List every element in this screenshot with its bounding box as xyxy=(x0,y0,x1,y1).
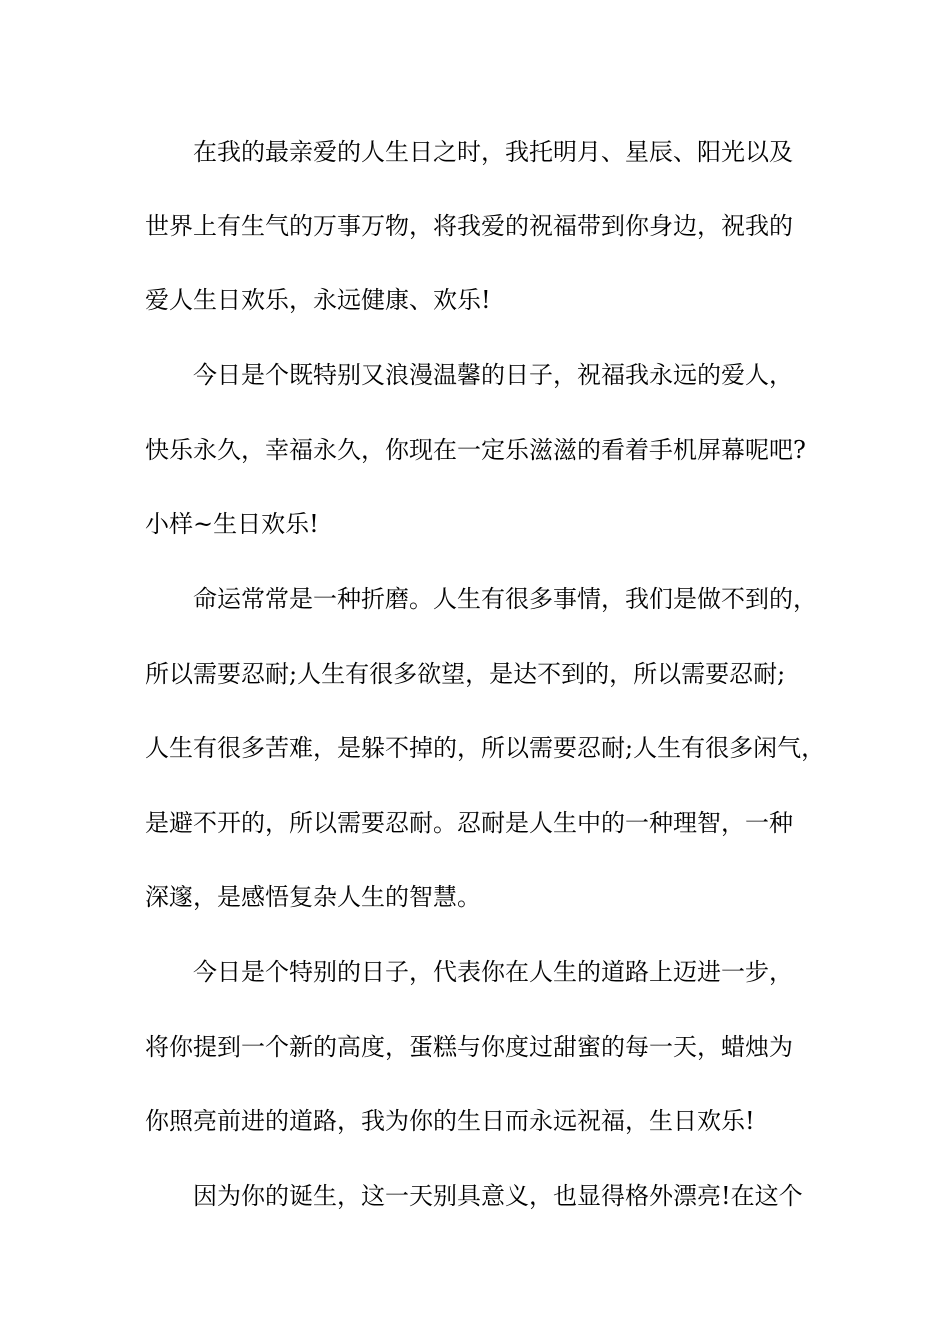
paragraph-1-line-2: 世界上有生气的万事万物，将我爱的祝福带到你身边，祝我的 xyxy=(145,212,793,240)
paragraph-4-line-1: 今日是个特别的日子，代表你在人生的道路上迈进一步， xyxy=(193,958,793,986)
paragraph-1-line-1: 在我的最亲爱的人生日之时，我托明月、星辰、阳光以及 xyxy=(193,138,793,166)
paragraph-1-line-3: 爱人生日欢乐，永远健康、欢乐! xyxy=(145,286,491,314)
paragraph-3-line-4: 是避不开的，所以需要忍耐。忍耐是人生中的一种理智，一种 xyxy=(145,809,793,837)
paragraph-3-line-3: 人生有很多苦难，是躲不掉的，所以需要忍耐;人生有很多闲气， xyxy=(145,734,826,762)
paragraph-5-line-1: 因为你的诞生，这一天别具意义，也显得格外漂亮!在这个 xyxy=(193,1182,803,1210)
paragraph-3-line-1: 命运常常是一种折磨。人生有很多事情，我们是做不到的， xyxy=(193,585,817,613)
paragraph-4-line-3: 你照亮前进的道路，我为你的生日而永远祝福，生日欢乐! xyxy=(145,1107,755,1135)
paragraph-2-line-3: 小样~生日欢乐! xyxy=(145,510,319,538)
paragraph-2-line-2: 快乐永久，幸福永久，你现在一定乐滋滋的看着手机屏幕呢吧? xyxy=(145,436,806,464)
paragraph-3-line-2: 所以需要忍耐;人生有很多欲望，是达不到的，所以需要忍耐; xyxy=(145,660,786,688)
paragraph-4-line-2: 将你提到一个新的高度，蛋糕与你度过甜蜜的每一天，蜡烛为 xyxy=(145,1033,793,1061)
paragraph-3-line-5: 深邃，是感悟复杂人生的智慧。 xyxy=(145,883,481,911)
paragraph-2-line-1: 今日是个既特别又浪漫温馨的日子，祝福我永远的爱人， xyxy=(193,361,793,389)
